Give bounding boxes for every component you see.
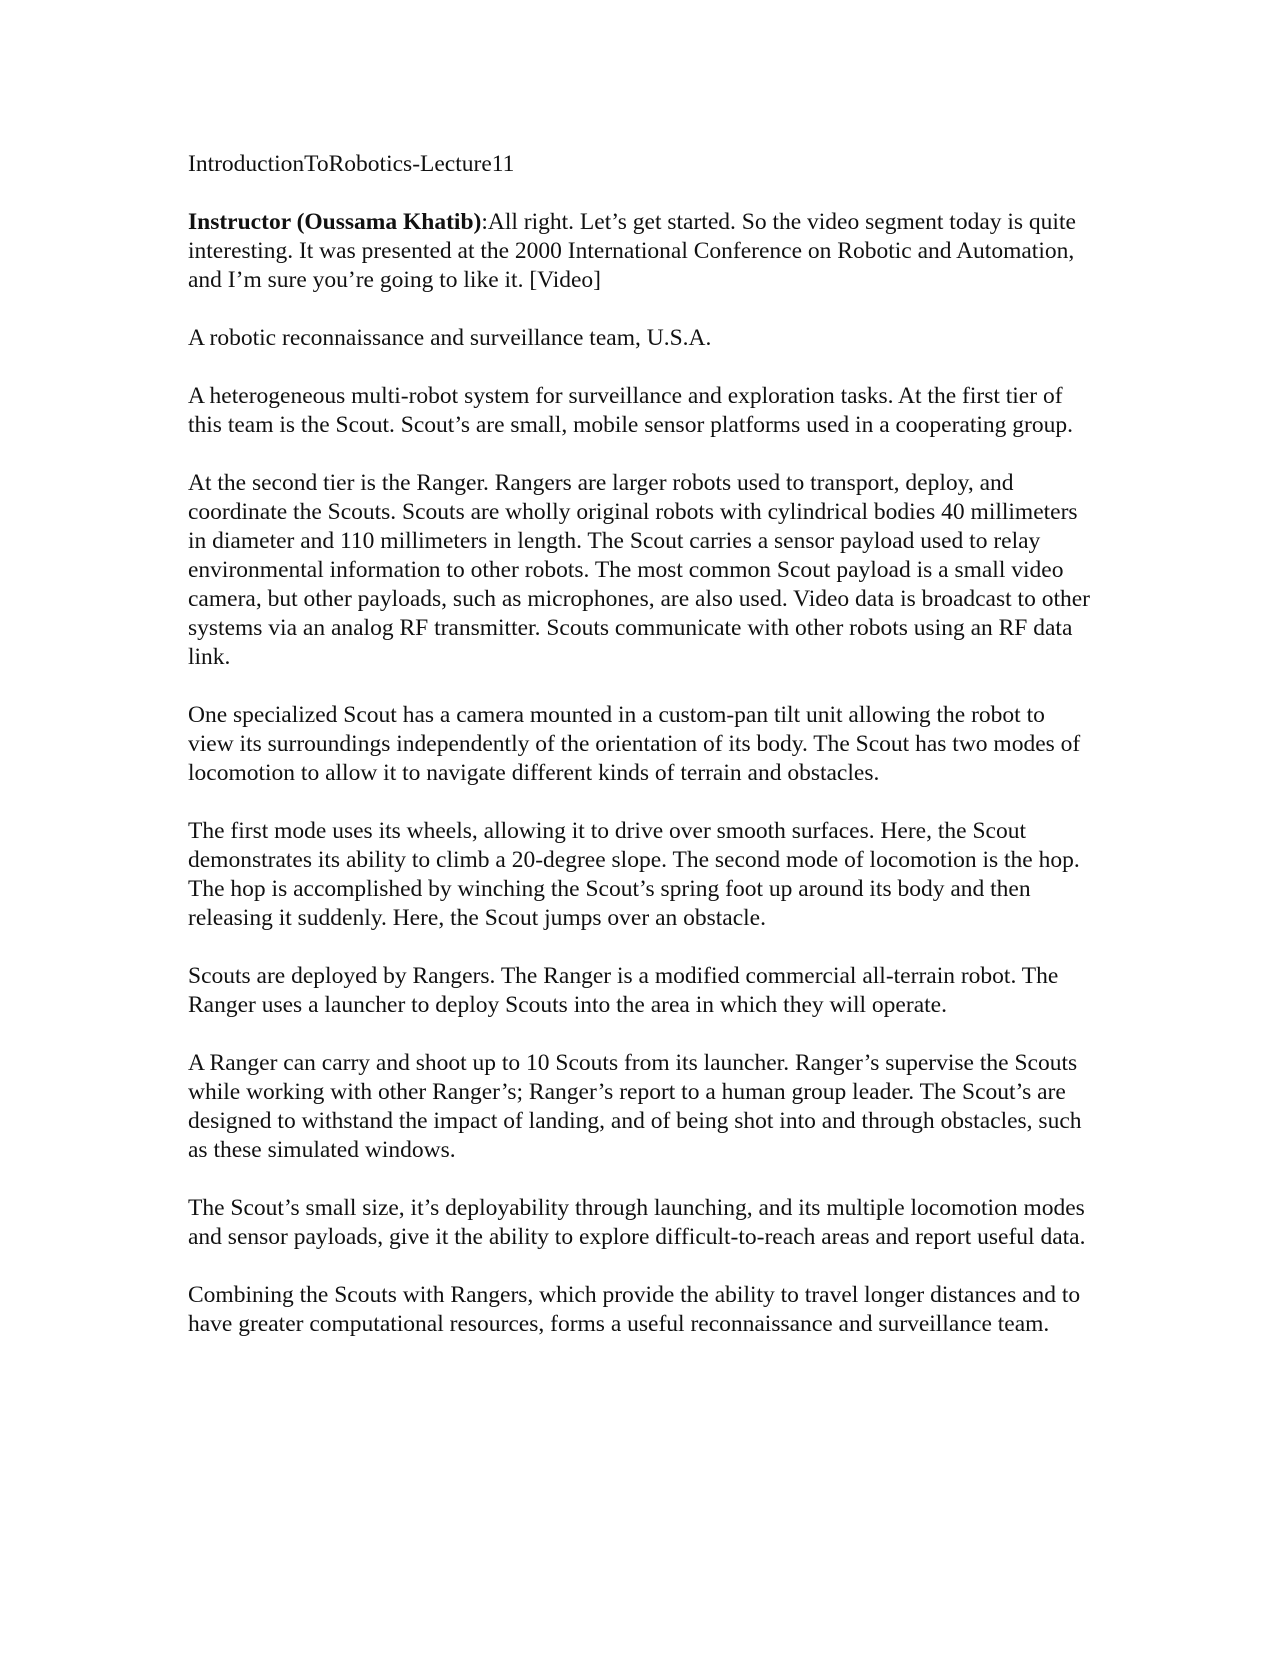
paragraph: One specialized Scout has a camera mounted in a custom-pan tilt unit allowing the robot to view its surroundings independently of the orientation of its body. The Scout has two modes of locomotion to allow it to navigate different kinds of terrain and obstacles. xyxy=(188,702,1081,786)
speaker-separator: : xyxy=(481,209,488,235)
paragraph: A robotic reconnaissance and surveillance team, U.S.A. xyxy=(188,325,712,351)
intro-text: All right. Let’s get started. So the video segment today is quite interesting. It was presented at the 2000 International Conference on Robotic and Automation, and I’m sure you’re going to like it. [Video] xyxy=(188,209,1076,293)
document-title: IntroductionToRobotics-Lecture11 xyxy=(188,151,515,177)
paragraph: A heterogeneous multi-robot system for surveillance and exploration tasks. At the first tier of this team is the Scout. Scout’s are small, mobile sensor platforms used in a cooperating group. xyxy=(188,383,1074,438)
paragraph: Combining the Scouts with Rangers, which provide the ability to travel longer distances and to have greater computational resources, forms a useful reconnaissance and surveillance team. xyxy=(188,1282,1081,1337)
paragraph: The Scout’s small size, it’s deployability through launching, and its multiple locomotion modes and sensor payloads, give it the ability to explore difficult-to-reach areas and report useful data. xyxy=(188,1195,1086,1250)
intro-paragraph xyxy=(188,208,1093,295)
paragraph: The first mode uses its wheels, allowing it to drive over smooth surfaces. Here, the Scout demonstrates its ability to climb a 20-degree slope. The second mode of locomotion is the hop. The hop is accomplished by winching the Scout’s spring foot up around its body and then releasing it suddenly. Here, the Scout jumps over an obstacle. xyxy=(188,818,1080,931)
speaker-name: Instructor (Oussama Khatib) xyxy=(188,209,482,235)
document-body xyxy=(188,150,1093,1368)
paragraph: At the second tier is the Ranger. Rangers are larger robots used to transport, deploy, and coordinate the Scouts. Scouts are wholly original robots with cylindrical bodies 40 millimeters in diameter and 110 millimeters in length. The Scout carries a sensor payload used to relay environmental information to other robots. The most common Scout payload is a small video camera, but other payloads, such as microphones, are also used. Video data is broadcast to other systems via an analog RF transmitter. Scouts communicate with other robots using an RF data link. xyxy=(188,470,1090,670)
paragraph: A Ranger can carry and shoot up to 10 Scouts from its launcher. Ranger’s supervise the Scouts while working with other Ranger’s; Ranger’s report to a human group leader. The Scout’s are designed to withstand the impact of landing, and of being shot into and through obstacles, such as these simulated windows. xyxy=(188,1050,1082,1163)
paragraph: Scouts are deployed by Rangers. The Ranger is a modified commercial all-terrain robot. The Ranger uses a launcher to deploy Scouts into the area in which they will operate. xyxy=(188,963,1059,1018)
